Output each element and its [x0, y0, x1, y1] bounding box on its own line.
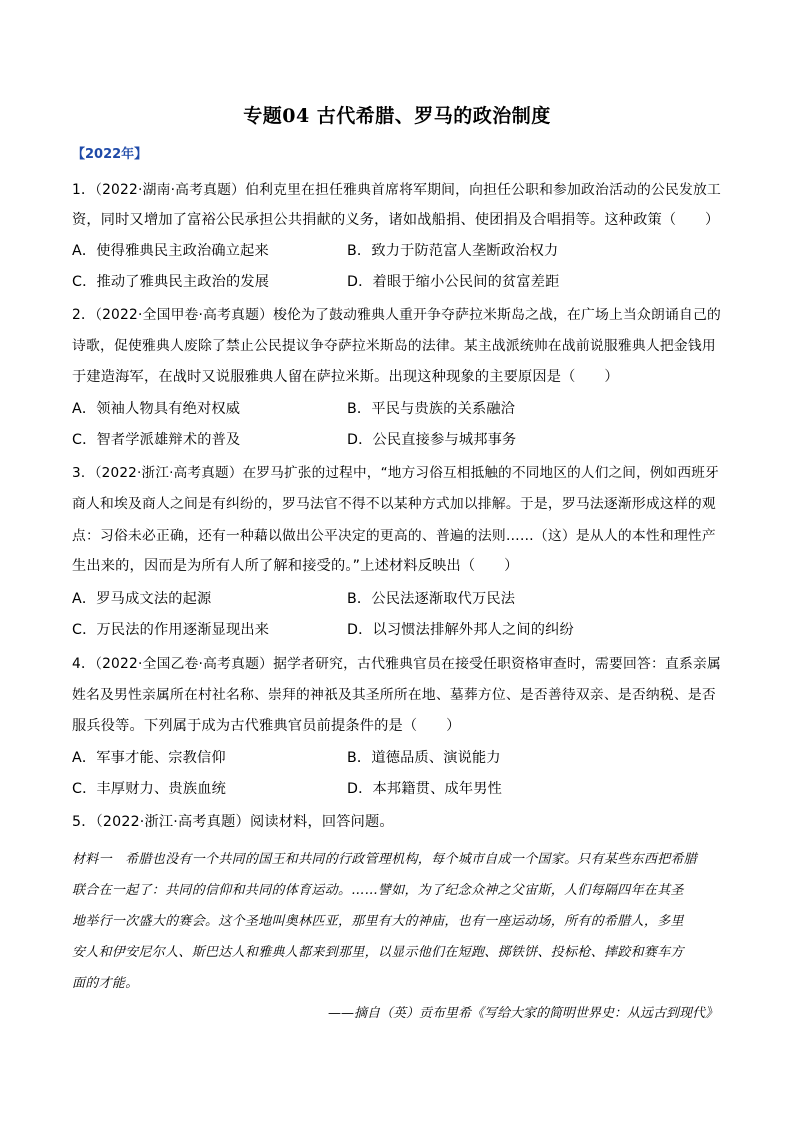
material-1-line-3: 地举行一次盛大的赛会。这个圣地叫奥林匹亚，那里有大的神庙，也有一座运动场，所有的希腊人，多里 [72, 914, 684, 929]
question-2-line-1: 2．（2022·全国甲卷·高考真题）梭伦为了鼓动雅典人重开争夺萨拉米斯岛之战，在广场上当众朗诵自己的 [72, 307, 722, 323]
page-title: 专题04 古代希腊、罗马的政治制度 [243, 105, 551, 127]
question-1-option-c: C．推动了雅典民主政治的发展 [72, 274, 270, 290]
question-4-option-a: A．军事才能、宗教信仰 [72, 750, 226, 766]
question-4-option-c: C．丰厚财力、贵族血统 [72, 781, 226, 797]
question-4-option-b: B．道德品质、演说能力 [347, 750, 501, 766]
question-1-line-2: 资，同时又增加了富裕公民承担公共捐献的义务，诸如战船捐、使团捐及合唱捐等。这种政策（ ） [72, 212, 720, 228]
question-3-option-b: B．公民法逐渐取代万民法 [347, 591, 516, 607]
question-2-line-2: 诗歌，促使雅典人废除了禁止公民提议争夺萨拉米斯岛的法律。某主战派统帅在战前说服雅典人把金钱用 [72, 338, 716, 354]
question-1-line-1: 1．（2022·湖南·高考真题）伯利克里在担任雅典首席将军期间，向担任公职和参加政治活动的公民发放工 [72, 182, 722, 198]
material-1-line-4: 安人和伊安尼尔人、斯巴达人和雅典人都来到那里，以显示他们在短跑、掷铁饼、投标枪、摔跤和赛车方 [72, 945, 684, 960]
question-3-option-c: C．万民法的作用逐渐显现出来 [72, 622, 270, 638]
question-4-option-d: D．本邦籍贯、成年男性 [347, 781, 503, 797]
question-3-line-3: 点：习俗未必正确，还有一种藉以做出公平决定的更高的、普遍的法则……（这）是从人的本性和理性产 [72, 528, 716, 544]
question-3-line-4: 生出来的，因而是为所有人所了解和接受的。”上述材料反映出（ ） [72, 558, 519, 574]
question-2-option-a: A．领袖人物具有绝对权威 [72, 401, 241, 417]
question-1-option-a: A．使得雅典民主政治确立起来 [72, 243, 269, 259]
question-1-option-d: D．着眼于缩小公民间的贫富差距 [347, 274, 560, 290]
material-source-citation: ——摘自（英）贡布里希《写给大家的简明世界史：从远古到现代》 [327, 1006, 718, 1021]
question-3-option-a: A．罗马成文法的起源 [72, 591, 212, 607]
question-3-line-1: 3．（2022·浙江·高考真题）在罗马扩张的过程中，“地方习俗互相抵触的不同地区的人们之间，例如西班牙 [72, 465, 719, 481]
question-2-option-b: B．平民与贵族的关系融洽 [347, 401, 516, 417]
question-5-line-1: 5．（2022·浙江·高考真题）阅读材料，回答问题。 [72, 814, 394, 830]
question-2-line-3: 于建造海军，在战时又说服雅典人留在萨拉米斯。出现这种现象的主要原因是（ ） [72, 369, 619, 385]
material-1-line-5: 面的才能。 [72, 976, 139, 991]
year-section-tag: 【2022年】 [72, 147, 148, 162]
question-1-option-b: B．致力于防范富人垄断政治权力 [347, 243, 559, 259]
question-3-option-d: D．以习惯法排解外邦人之间的纠纷 [347, 622, 574, 638]
material-1-line-1: 材料一 希腊也没有一个共同的国王和共同的行政管理机构，每个城市自成一个国家。只有某些东西把希腊 [72, 852, 698, 867]
question-2-option-c: C．智者学派雄辩术的普及 [72, 432, 241, 448]
material-1-line-2: 联合在一起了：共同的信仰和共同的体育运动。……譬如，为了纪念众神之父宙斯，人们每隔四年在其圣 [72, 883, 684, 898]
question-4-line-2: 姓名及男性亲属所在村社名称、崇拜的神祇及其圣所所在地、墓葬方位、是否善待双亲、是否纳税、是否 [72, 687, 716, 703]
question-4-line-1: 4．（2022·全国乙卷·高考真题）据学者研究，古代雅典官员在接受任职资格审查时，需要回答：直系亲属 [72, 656, 722, 672]
question-3-line-2: 商人和埃及商人之间是有纠纷的，罗马法官不得不以某种方式加以排解。于是，罗马法逐渐形成这样的观 [72, 496, 716, 512]
question-4-line-3: 服兵役等。下列属于成为古代雅典官员前提条件的是（ ） [72, 718, 461, 734]
question-2-option-d: D．公民直接参与城邦事务 [347, 432, 517, 448]
